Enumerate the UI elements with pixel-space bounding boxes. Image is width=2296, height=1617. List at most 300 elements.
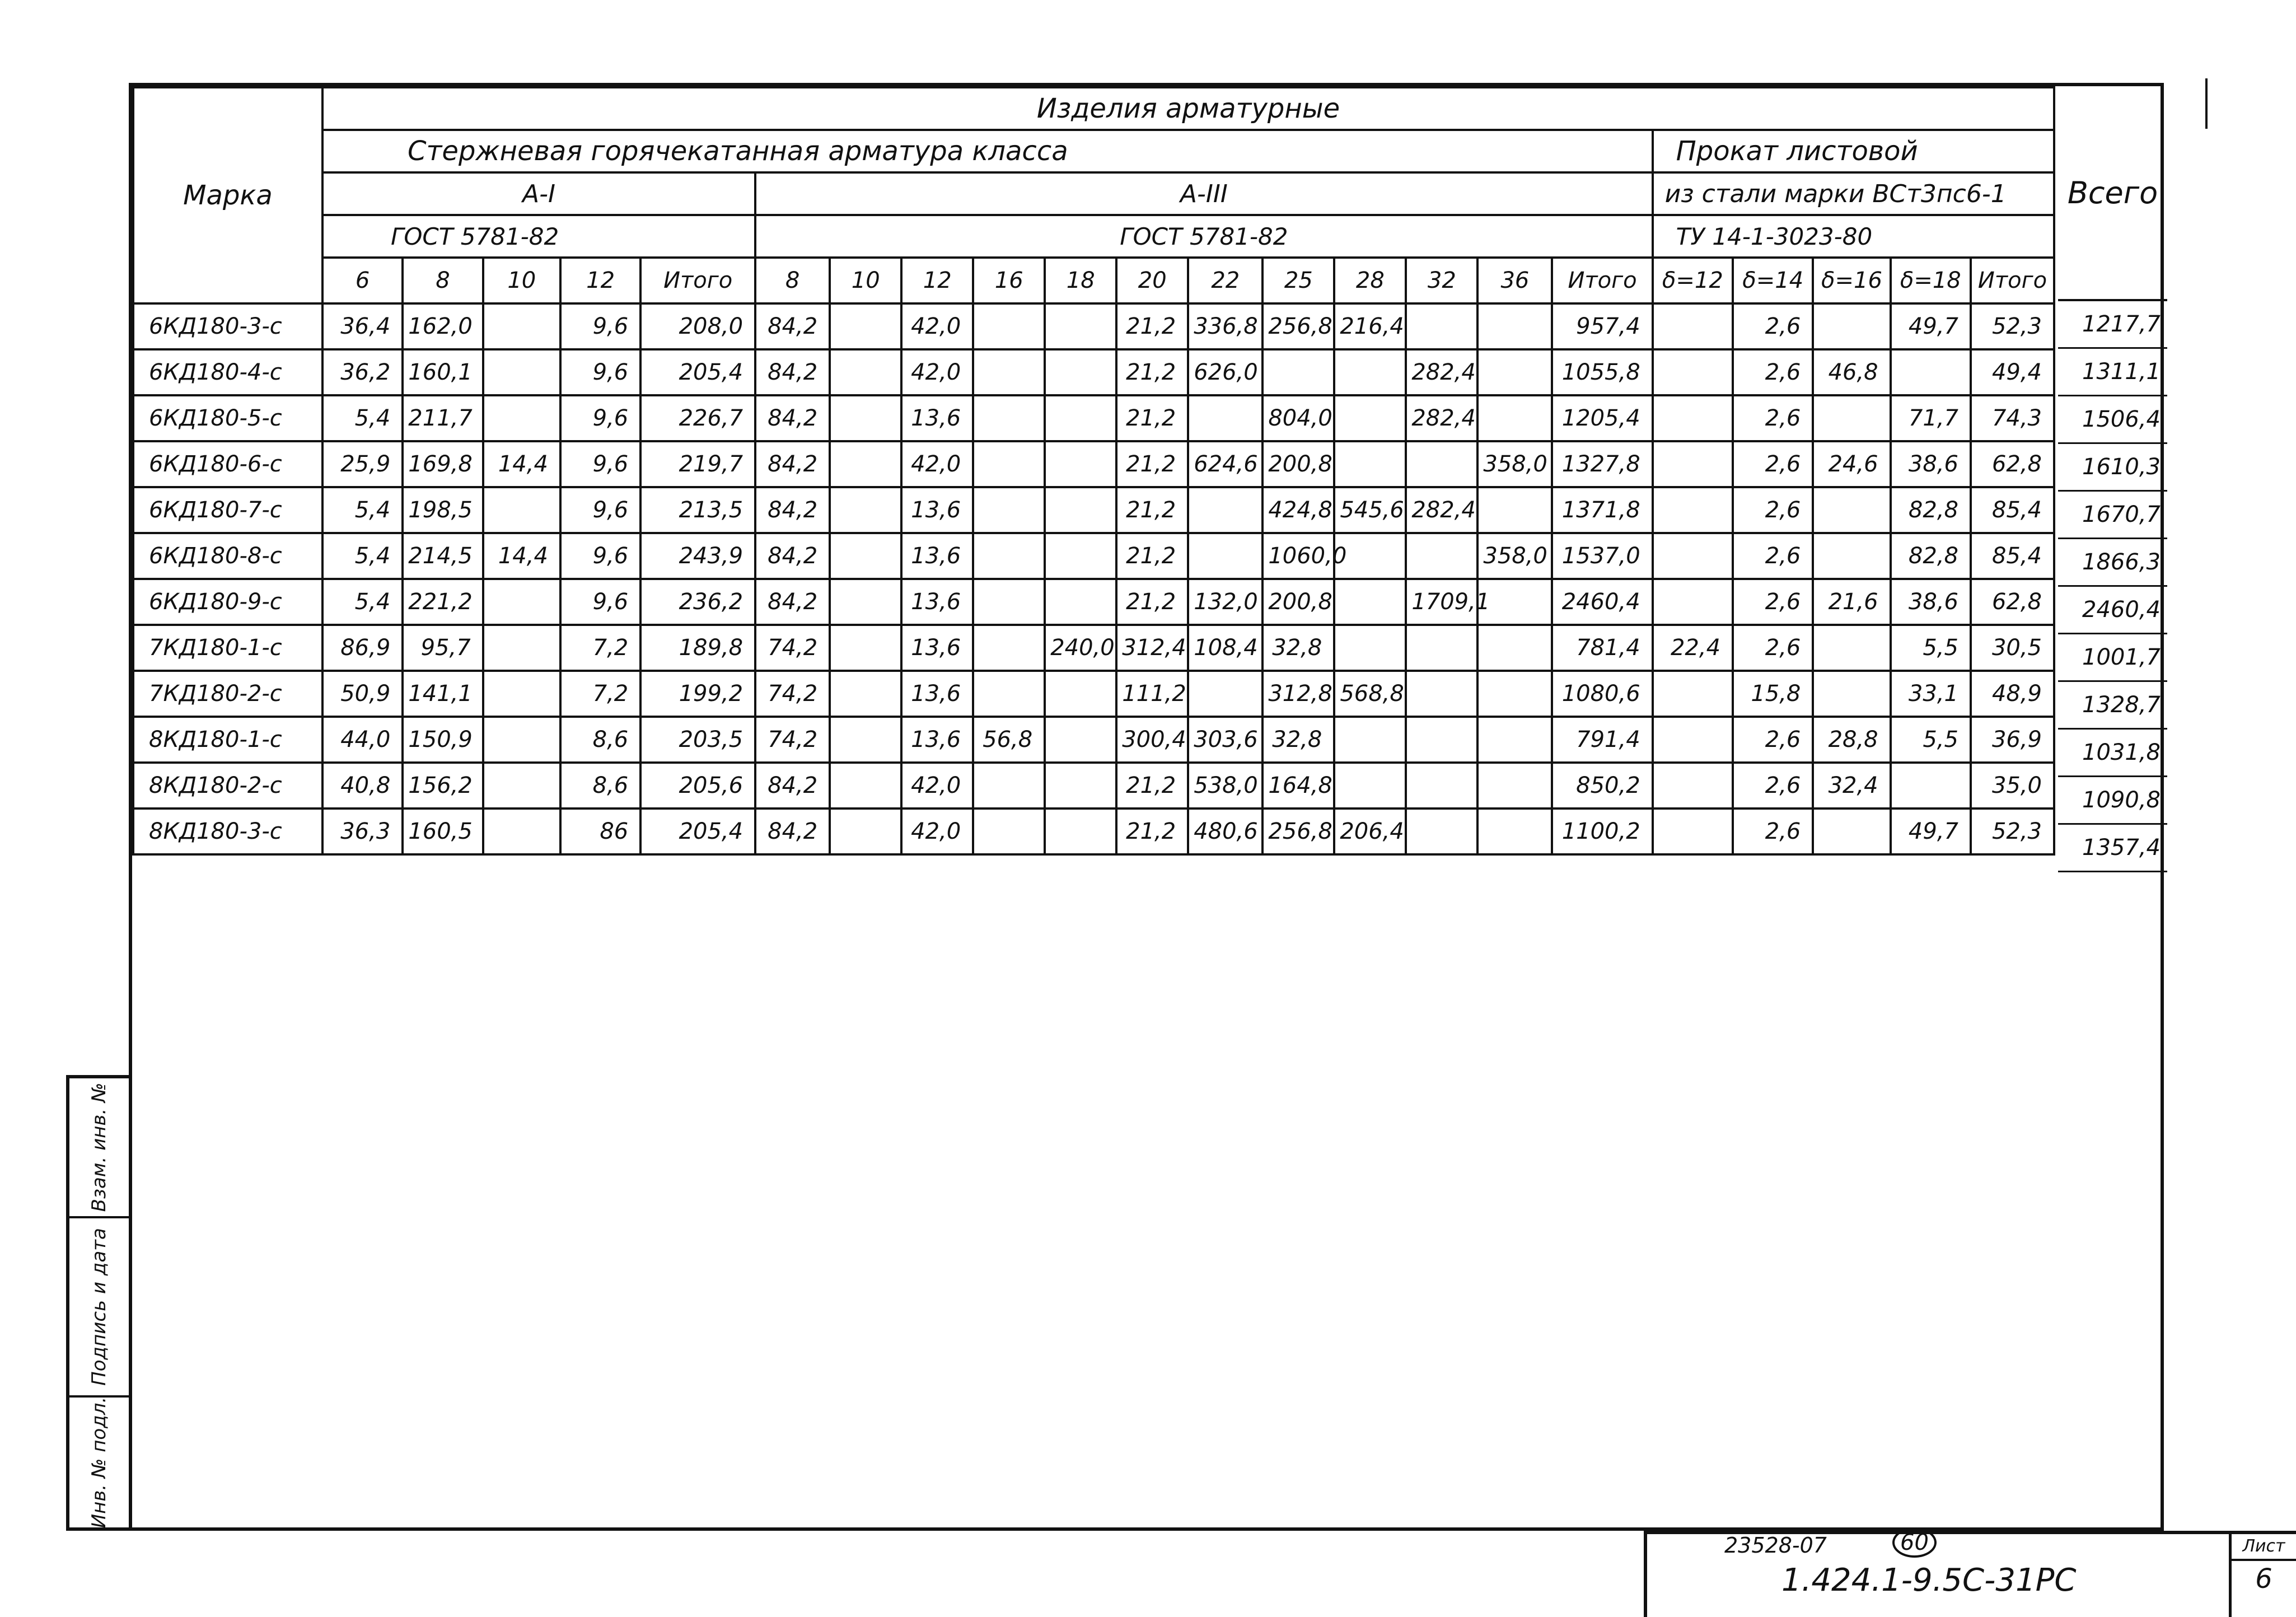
table-cell: 200,8 xyxy=(1262,441,1334,487)
table-cell: 1080,6 xyxy=(1552,671,1652,717)
table-cell xyxy=(830,808,901,854)
table-cell: 84,2 xyxy=(755,579,830,625)
table-cell: 300,4 xyxy=(1116,717,1188,763)
strip-original-inv: Инв. № подл. xyxy=(88,1396,110,1529)
table-cell: 14,4 xyxy=(483,533,560,579)
edge-mark xyxy=(2205,78,2208,129)
table-cell: 213,5 xyxy=(640,487,755,533)
row-total: 1001,7 xyxy=(2058,634,2167,682)
table-cell: 791,4 xyxy=(1552,717,1652,763)
table-cell: 624,6 xyxy=(1188,441,1262,487)
table-cell xyxy=(1045,808,1116,854)
row-mark: 6КД180-5-с xyxy=(133,395,322,441)
table-cell: 28,8 xyxy=(1813,717,1890,763)
table-cell: 85,4 xyxy=(1971,487,2054,533)
sheet-label: Лист xyxy=(2232,1534,2296,1561)
table-cell xyxy=(973,763,1045,808)
row-total: 1031,8 xyxy=(2058,730,2167,777)
table-cell xyxy=(1653,579,1733,625)
table-cell: 82,8 xyxy=(1891,533,1971,579)
footer-doc-number: 23528-07 xyxy=(1724,1533,1827,1558)
table-row xyxy=(133,579,2054,625)
table-cell: 236,2 xyxy=(640,579,755,625)
table-cell: 424,8 xyxy=(1262,487,1334,533)
table-cell xyxy=(1406,671,1477,717)
table-cell xyxy=(1188,533,1262,579)
table-cell: 52,3 xyxy=(1971,303,2054,349)
row-mark: 6КД180-4-с xyxy=(133,349,322,395)
table-cell xyxy=(1653,487,1733,533)
table-cell: 538,0 xyxy=(1188,763,1262,808)
table-cell: 156,2 xyxy=(403,763,483,808)
table-cell xyxy=(1477,671,1552,717)
side-strip xyxy=(66,1075,129,1531)
table-cell: 21,2 xyxy=(1116,487,1188,533)
table-cell: 86,9 xyxy=(322,625,403,671)
table-cell: 626,0 xyxy=(1188,349,1262,395)
column-header: 6 xyxy=(322,258,403,303)
table-cell xyxy=(1813,533,1890,579)
column-header: Итого xyxy=(1971,258,2054,303)
table-cell: 480,6 xyxy=(1188,808,1262,854)
table-cell xyxy=(973,395,1045,441)
row-mark: 6КД180-8-с xyxy=(133,533,322,579)
table-cell xyxy=(1045,303,1116,349)
table-cell xyxy=(973,625,1045,671)
table-cell: 205,6 xyxy=(640,763,755,808)
table-cell: 358,0 xyxy=(1477,533,1552,579)
table-cell: 84,2 xyxy=(755,349,830,395)
column-header: 18 xyxy=(1045,258,1116,303)
table-row xyxy=(133,441,2054,487)
table-cell: 111,2 xyxy=(1116,671,1188,717)
table-cell: 2,6 xyxy=(1733,808,1813,854)
table-cell: 336,8 xyxy=(1188,303,1262,349)
column-header: Итого xyxy=(1552,258,1652,303)
table-cell: 198,5 xyxy=(403,487,483,533)
table-cell xyxy=(483,579,560,625)
table-row xyxy=(133,303,2054,349)
table-cell: 84,2 xyxy=(755,303,830,349)
table-cell: 21,2 xyxy=(1116,579,1188,625)
table-cell: 5,4 xyxy=(322,487,403,533)
table-cell: 160,1 xyxy=(403,349,483,395)
table-cell: 141,1 xyxy=(403,671,483,717)
row-total: 2460,4 xyxy=(2058,587,2167,634)
table-cell: 2,6 xyxy=(1733,579,1813,625)
table-cell: 1205,4 xyxy=(1552,395,1652,441)
table-cell: 2460,4 xyxy=(1552,579,1652,625)
table-cell: 214,5 xyxy=(403,533,483,579)
row-total: 1328,7 xyxy=(2058,682,2167,730)
column-header: 28 xyxy=(1334,258,1406,303)
row-mark: 8КД180-3-с xyxy=(133,808,322,854)
table-cell: 84,2 xyxy=(755,441,830,487)
table-cell: 84,2 xyxy=(755,487,830,533)
table-cell: 1327,8 xyxy=(1552,441,1652,487)
sheet-number: 6 xyxy=(2255,1563,2272,1595)
table-cell: 256,8 xyxy=(1262,303,1334,349)
table-cell xyxy=(1653,808,1733,854)
table-cell xyxy=(1813,487,1890,533)
table-cell xyxy=(1477,717,1552,763)
table-cell: 38,6 xyxy=(1891,441,1971,487)
table-cell xyxy=(1334,625,1406,671)
table-cell: 9,6 xyxy=(560,303,640,349)
table-cell xyxy=(1813,303,1890,349)
table-cell xyxy=(1045,763,1116,808)
table-cell: 1709,1 xyxy=(1406,579,1477,625)
table-cell xyxy=(1262,349,1334,395)
table-cell: 205,4 xyxy=(640,808,755,854)
column-header: 36 xyxy=(1477,258,1552,303)
table-cell: 42,0 xyxy=(901,303,973,349)
table-cell: 13,6 xyxy=(901,717,973,763)
table-cell: 5,5 xyxy=(1891,625,1971,671)
table-cell: 208,0 xyxy=(640,303,755,349)
table-cell: 74,2 xyxy=(755,625,830,671)
table-cell: 2,6 xyxy=(1733,395,1813,441)
row-total: 1610,3 xyxy=(2058,444,2167,492)
table-cell: 781,4 xyxy=(1552,625,1652,671)
table-cell: 205,4 xyxy=(640,349,755,395)
table-cell: 216,4 xyxy=(1334,303,1406,349)
row-mark: 6КД180-7-с xyxy=(133,487,322,533)
table-cell: 74,2 xyxy=(755,717,830,763)
table-cell xyxy=(483,763,560,808)
table-cell: 42,0 xyxy=(901,441,973,487)
table-cell: 5,4 xyxy=(322,579,403,625)
table-cell: 36,2 xyxy=(322,349,403,395)
table-cell: 42,0 xyxy=(901,763,973,808)
table-cell: 21,2 xyxy=(1116,763,1188,808)
table-cell: 21,2 xyxy=(1116,441,1188,487)
table-row xyxy=(133,763,2054,808)
table-cell xyxy=(830,717,901,763)
table-cell: 1537,0 xyxy=(1552,533,1652,579)
row-total: 1217,7 xyxy=(2058,301,2167,349)
table-cell xyxy=(1045,395,1116,441)
column-header: 32 xyxy=(1406,258,1477,303)
table-cell: 5,5 xyxy=(1891,717,1971,763)
table-cell: 2,6 xyxy=(1733,487,1813,533)
table-cell: 21,2 xyxy=(1116,808,1188,854)
table-cell xyxy=(830,763,901,808)
table-cell xyxy=(1891,763,1971,808)
header-sheet-steel: Прокат листовой xyxy=(1653,130,2054,172)
table-cell: 1100,2 xyxy=(1552,808,1652,854)
header-total: Всего xyxy=(2058,86,2167,301)
table-cell: 804,0 xyxy=(1262,395,1334,441)
column-header: 12 xyxy=(560,258,640,303)
table-cell xyxy=(830,441,901,487)
table-cell: 13,6 xyxy=(901,671,973,717)
row-mark: 8КД180-2-с xyxy=(133,763,322,808)
table-cell: 1060,0 xyxy=(1262,533,1334,579)
table-cell xyxy=(1813,671,1890,717)
table-cell: 14,4 xyxy=(483,441,560,487)
column-header: 12 xyxy=(901,258,973,303)
header-gost-a1: ГОСТ 5781-82 xyxy=(322,215,755,258)
column-header: 10 xyxy=(483,258,560,303)
strip-replace-inv: Взам. инв. № xyxy=(69,1078,129,1218)
table-cell xyxy=(483,303,560,349)
row-mark: 6КД180-9-с xyxy=(133,579,322,625)
table-cell: 568,8 xyxy=(1334,671,1406,717)
table-cell: 7,2 xyxy=(560,625,640,671)
table-cell: 200,8 xyxy=(1262,579,1334,625)
row-mark: 7КД180-1-с xyxy=(133,625,322,671)
table-cell: 15,8 xyxy=(1733,671,1813,717)
table-cell xyxy=(973,441,1045,487)
table-cell: 62,8 xyxy=(1971,441,2054,487)
table-cell: 95,7 xyxy=(403,625,483,671)
table-cell: 84,2 xyxy=(755,808,830,854)
table-cell xyxy=(1334,441,1406,487)
table-cell xyxy=(483,395,560,441)
table-cell: 282,4 xyxy=(1406,395,1477,441)
row-mark: 8КД180-1-с xyxy=(133,717,322,763)
table-cell xyxy=(1891,349,1971,395)
table-cell xyxy=(830,671,901,717)
table-cell xyxy=(973,579,1045,625)
table-cell xyxy=(1045,671,1116,717)
table-cell: 36,3 xyxy=(322,808,403,854)
table-cell: 240,0 xyxy=(1045,625,1116,671)
document-code: 1.424.1-9.5С-31РС xyxy=(1781,1562,2077,1599)
table-cell: 33,1 xyxy=(1891,671,1971,717)
table-cell: 312,8 xyxy=(1262,671,1334,717)
table-cell: 8,6 xyxy=(560,717,640,763)
table-cell xyxy=(1813,625,1890,671)
strip-signature-date: Подпись и дата xyxy=(69,1218,129,1398)
table-cell: 32,8 xyxy=(1262,625,1334,671)
table-cell: 9,6 xyxy=(560,579,640,625)
table-cell: 13,6 xyxy=(901,625,973,671)
table-cell xyxy=(1334,395,1406,441)
table-cell: 84,2 xyxy=(755,395,830,441)
table-cell: 21,2 xyxy=(1116,303,1188,349)
table-cell: 21,6 xyxy=(1813,579,1890,625)
column-header: 16 xyxy=(973,258,1045,303)
header-mark: Марка xyxy=(133,87,322,303)
table-cell xyxy=(1045,579,1116,625)
row-total: 1357,4 xyxy=(2058,825,2167,872)
table-cell: 9,6 xyxy=(560,533,640,579)
totals-list xyxy=(2058,301,2167,872)
row-total: 1866,3 xyxy=(2058,539,2167,587)
table-cell: 74,3 xyxy=(1971,395,2054,441)
table-cell: 84,2 xyxy=(755,763,830,808)
column-header: 20 xyxy=(1116,258,1188,303)
table-cell: 32,8 xyxy=(1262,717,1334,763)
table-cell xyxy=(1334,717,1406,763)
table-cell: 49,7 xyxy=(1891,303,1971,349)
table-cell: 24,6 xyxy=(1813,441,1890,487)
column-header: 10 xyxy=(830,258,901,303)
table-cell xyxy=(830,395,901,441)
row-total: 1090,8 xyxy=(2058,777,2167,825)
table-cell: 38,6 xyxy=(1891,579,1971,625)
table-cell: 162,0 xyxy=(403,303,483,349)
table-cell xyxy=(1406,625,1477,671)
row-mark: 7КД180-2-с xyxy=(133,671,322,717)
column-header: 25 xyxy=(1262,258,1334,303)
table-cell xyxy=(1406,717,1477,763)
table-cell: 160,5 xyxy=(403,808,483,854)
table-cell: 7,2 xyxy=(560,671,640,717)
table-cell: 243,9 xyxy=(640,533,755,579)
table-cell: 42,0 xyxy=(901,808,973,854)
table-cell xyxy=(830,349,901,395)
table-cell: 282,4 xyxy=(1406,349,1477,395)
table-cell: 25,9 xyxy=(322,441,403,487)
table-cell xyxy=(1406,763,1477,808)
table-cell: 2,6 xyxy=(1733,717,1813,763)
table-cell xyxy=(1045,487,1116,533)
table-cell xyxy=(973,349,1045,395)
table-cell: 206,4 xyxy=(1334,808,1406,854)
header-class-a3: А-III xyxy=(755,172,1653,215)
table-cell: 82,8 xyxy=(1891,487,1971,533)
table-cell xyxy=(1653,533,1733,579)
table-cell: 850,2 xyxy=(1552,763,1652,808)
table-cell xyxy=(483,671,560,717)
row-total: 1670,7 xyxy=(2058,492,2167,539)
table-row xyxy=(133,625,2054,671)
table-cell xyxy=(1477,808,1552,854)
table-cell: 36,4 xyxy=(322,303,403,349)
table-cell: 35,0 xyxy=(1971,763,2054,808)
table-cell: 21,2 xyxy=(1116,533,1188,579)
table-cell: 8,6 xyxy=(560,763,640,808)
table-cell xyxy=(1406,808,1477,854)
table-cell: 36,9 xyxy=(1971,717,2054,763)
table-row xyxy=(133,717,2054,763)
table-cell: 108,4 xyxy=(1188,625,1262,671)
table-cell: 199,2 xyxy=(640,671,755,717)
sheet-box xyxy=(2229,1534,2296,1617)
table-cell xyxy=(483,808,560,854)
header-steel-grade: из стали марки ВСт3пс6-1 xyxy=(1653,172,2054,215)
table-cell: 211,7 xyxy=(403,395,483,441)
table-cell: 62,8 xyxy=(1971,579,2054,625)
table-cell xyxy=(830,579,901,625)
table-cell xyxy=(1045,349,1116,395)
table-cell xyxy=(1653,441,1733,487)
table-cell: 5,4 xyxy=(322,395,403,441)
table-cell: 203,5 xyxy=(640,717,755,763)
table-cell: 13,6 xyxy=(901,395,973,441)
table-cell xyxy=(973,487,1045,533)
table-cell: 358,0 xyxy=(1477,441,1552,487)
table-row xyxy=(133,487,2054,533)
table-cell: 13,6 xyxy=(901,487,973,533)
table-cell xyxy=(1334,763,1406,808)
table-cell: 2,6 xyxy=(1733,533,1813,579)
table-cell xyxy=(1653,349,1733,395)
table-cell xyxy=(1813,808,1890,854)
table-cell: 32,4 xyxy=(1813,763,1890,808)
spec-table-wrap xyxy=(132,86,2167,856)
table-cell: 22,4 xyxy=(1653,625,1733,671)
column-header: δ=16 xyxy=(1813,258,1890,303)
header-gost-a3: ГОСТ 5781-82 xyxy=(755,215,1653,258)
row-mark: 6КД180-3-с xyxy=(133,303,322,349)
table-cell: 42,0 xyxy=(901,349,973,395)
table-row xyxy=(133,533,2054,579)
table-cell: 150,9 xyxy=(403,717,483,763)
table-cell xyxy=(1653,763,1733,808)
table-cell xyxy=(1813,395,1890,441)
table-cell xyxy=(830,533,901,579)
table-cell: 1371,8 xyxy=(1552,487,1652,533)
table-cell: 5,4 xyxy=(322,533,403,579)
header-tu: ТУ 14-1-3023-80 xyxy=(1653,215,2054,258)
table-cell: 1055,8 xyxy=(1552,349,1652,395)
table-cell: 189,8 xyxy=(640,625,755,671)
table-cell xyxy=(1334,579,1406,625)
table-cell xyxy=(1045,717,1116,763)
column-header: 8 xyxy=(403,258,483,303)
table-cell: 169,8 xyxy=(403,441,483,487)
row-total: 1311,1 xyxy=(2058,349,2167,396)
table-cell: 46,8 xyxy=(1813,349,1890,395)
row-mark: 6КД180-6-с xyxy=(133,441,322,487)
table-cell: 48,9 xyxy=(1971,671,2054,717)
table-cell: 256,8 xyxy=(1262,808,1334,854)
column-header: δ=14 xyxy=(1733,258,1813,303)
column-header: δ=12 xyxy=(1653,258,1733,303)
table-cell: 49,4 xyxy=(1971,349,2054,395)
table-cell xyxy=(1477,303,1552,349)
table-cell xyxy=(1045,533,1116,579)
table-row xyxy=(133,349,2054,395)
header-class-a1: А-I xyxy=(322,172,755,215)
table-cell: 132,0 xyxy=(1188,579,1262,625)
table-cell: 303,6 xyxy=(1188,717,1262,763)
table-cell xyxy=(1045,441,1116,487)
table-row xyxy=(133,671,2054,717)
column-header: 8 xyxy=(755,258,830,303)
table-cell xyxy=(1653,671,1733,717)
footer-page-circle: 60 xyxy=(1892,1527,1937,1558)
table-cell: 44,0 xyxy=(322,717,403,763)
table-cell xyxy=(1406,303,1477,349)
table-cell: 56,8 xyxy=(973,717,1045,763)
table-cell xyxy=(1477,763,1552,808)
table-cell: 85,4 xyxy=(1971,533,2054,579)
table-cell xyxy=(483,487,560,533)
table-cell xyxy=(483,717,560,763)
row-total: 1506,4 xyxy=(2058,396,2167,444)
table-cell: 226,7 xyxy=(640,395,755,441)
table-cell xyxy=(1188,395,1262,441)
table-cell: 13,6 xyxy=(901,579,973,625)
table-cell xyxy=(1477,625,1552,671)
table-cell: 50,9 xyxy=(322,671,403,717)
table-cell: 957,4 xyxy=(1552,303,1652,349)
column-header: δ=18 xyxy=(1891,258,1971,303)
table-cell xyxy=(973,808,1045,854)
table-cell: 219,7 xyxy=(640,441,755,487)
table-cell xyxy=(973,671,1045,717)
table-cell xyxy=(1188,671,1262,717)
table-cell: 49,7 xyxy=(1891,808,1971,854)
table-cell: 9,6 xyxy=(560,441,640,487)
specification-table xyxy=(132,86,2055,856)
table-cell: 84,2 xyxy=(755,533,830,579)
